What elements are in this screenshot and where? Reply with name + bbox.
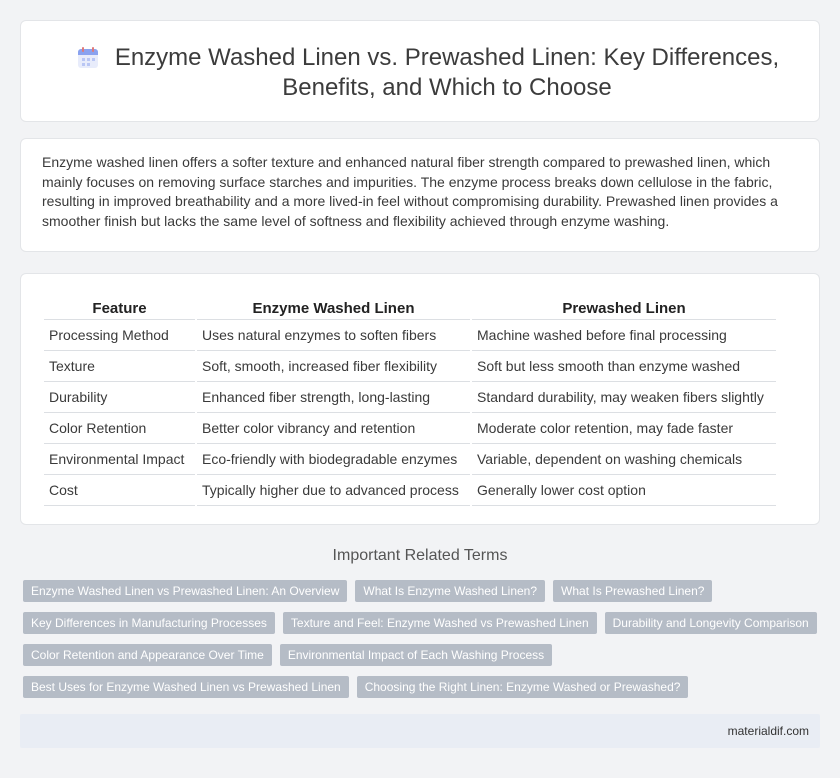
related-term-link[interactable]: Texture and Feel: Enzyme Washed vs Prewashed Linen bbox=[283, 612, 597, 634]
table-cell: Texture bbox=[44, 351, 195, 382]
table-cell: Machine washed before final processing bbox=[472, 320, 776, 351]
table-cell: Moderate color retention, may fade faster bbox=[472, 413, 776, 444]
column-header-feature: Feature bbox=[44, 298, 195, 320]
table-cell: Variable, dependent on washing chemicals bbox=[472, 444, 776, 475]
table-cell: Durability bbox=[44, 382, 195, 413]
comparison-table bbox=[42, 298, 778, 506]
footer-bar bbox=[20, 714, 820, 748]
related-term-link[interactable]: Color Retention and Appearance Over Time bbox=[23, 644, 272, 666]
related-term-link[interactable]: What Is Prewashed Linen? bbox=[553, 580, 712, 602]
table-header-row bbox=[44, 298, 776, 320]
page-title: Enzyme Washed Linen vs. Prewashed Linen: Key Differences, Benefits, and Which to Choose bbox=[114, 44, 780, 101]
column-header-prewashed: Prewashed Linen bbox=[472, 298, 776, 320]
table-cell: Cost bbox=[44, 475, 195, 506]
column-header-enzyme-washed: Enzyme Washed Linen bbox=[197, 298, 470, 320]
table-row bbox=[44, 382, 776, 413]
table-cell: Standard durability, may weaken fibers slightly bbox=[472, 382, 776, 413]
related-term-link[interactable]: Choosing the Right Linen: Enzyme Washed or Prewashed? bbox=[357, 676, 689, 698]
table-row bbox=[44, 475, 776, 506]
table-row bbox=[44, 320, 776, 351]
intro-paragraph: Enzyme washed linen offers a softer texture and enhanced natural fiber strength compared to prewashed linen, which mainly focuses on removing surface starches and impurities. The enzyme process breaks down cellulose in the fabric, resulting in improved breathability and a more lived-in feel without compromising durability. Prewashed linen provides a smoother finish but lacks the same level of softness and flexibility achieved through enzyme washing. bbox=[42, 154, 778, 229]
table-cell: Enhanced fiber strength, long-lasting bbox=[197, 382, 470, 413]
table-cell: Typically higher due to advanced process bbox=[197, 475, 470, 506]
related-term-link[interactable]: Durability and Longevity Comparison bbox=[605, 612, 817, 634]
table-cell: Soft, smooth, increased fiber flexibility bbox=[197, 351, 470, 382]
related-term-link[interactable]: Enzyme Washed Linen vs Prewashed Linen: An Overview bbox=[23, 580, 347, 602]
table-cell: Color Retention bbox=[44, 413, 195, 444]
related-term-link[interactable]: Key Differences in Manufacturing Processes bbox=[23, 612, 275, 634]
table-row bbox=[44, 444, 776, 475]
title-card bbox=[20, 20, 820, 122]
related-terms-heading: Important Related Terms bbox=[332, 547, 508, 564]
table-cell: Eco-friendly with biodegradable enzymes bbox=[197, 444, 470, 475]
table-cell: Processing Method bbox=[44, 320, 195, 351]
footer-site-link[interactable]: materialdif.com bbox=[727, 724, 809, 738]
related-term-link[interactable]: Best Uses for Enzyme Washed Linen vs Prewashed Linen bbox=[23, 676, 349, 698]
table-row bbox=[44, 413, 776, 444]
comparison-table-card bbox=[20, 273, 820, 525]
table-cell: Generally lower cost option bbox=[472, 475, 776, 506]
table-row bbox=[44, 351, 776, 382]
related-term-link[interactable]: What Is Enzyme Washed Linen? bbox=[355, 580, 545, 602]
related-term-link[interactable]: Environmental Impact of Each Washing Process bbox=[280, 644, 552, 666]
table-cell: Soft but less smooth than enzyme washed bbox=[472, 351, 776, 382]
table-cell: Uses natural enzymes to soften fibers bbox=[197, 320, 470, 351]
table-cell: Better color vibrancy and retention bbox=[197, 413, 470, 444]
table-cell: Environmental Impact bbox=[44, 444, 195, 475]
intro-card bbox=[20, 138, 820, 252]
related-terms-list bbox=[23, 580, 823, 698]
